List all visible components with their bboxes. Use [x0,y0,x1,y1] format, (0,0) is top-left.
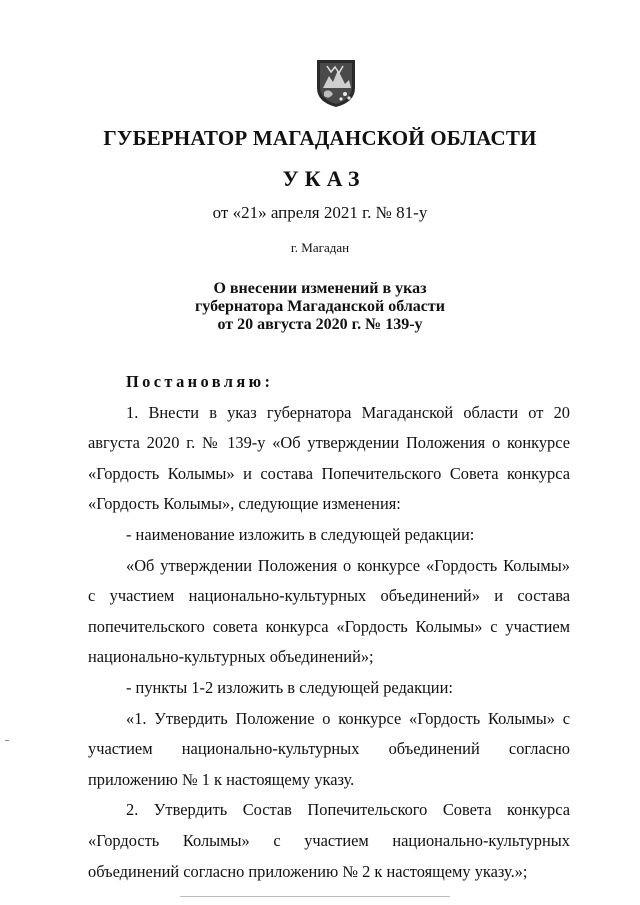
body-paragraph: «1. Утвердить Положение о конкурсе «Гордость Колымы» с участием национально-культурных объединений согласно приложению № 1 к настоящему указу. [88,708,570,789]
scan-artifact [5,740,9,741]
document-date-number: от «21» апреля 2021 г. № 81-у [212,203,428,222]
scan-artifact [180,896,450,897]
body-paragraph: - пункты 1-2 изложить в следующей редакции: [126,677,453,697]
document-body [88,367,570,887]
decree-colon: : [264,372,270,391]
subject-line: от 20 августа 2020 г. № 139-у [217,316,423,333]
decree-word: Постановляю [126,372,265,391]
document-subject [0,280,640,334]
subject-line: губернатора Магаданской области [195,298,445,315]
body-paragraph: «Об утверждении Положения о конкурсе «Гордость Колымы» с участием национально-культурных объединений» и состава попечительского совета конкурса «Гордость Колымы» с участием национально-культурных объединений»; [88,555,570,667]
organization-title: ГУБЕРНАТОР МАГАДАНСКОЙ ОБЛАСТИ [103,126,537,150]
body-paragraph: 1. Внести в указ губернатора Магаданской области от 20 августа 2020 г. № 139-у «Об утверждении Положения о конкурсе «Гордость Колымы» и состава Попечительского Совета конкурса «Гордость Колымы», следующие изменения: [88,402,570,514]
body-paragraph: - наименование изложить в следующей редакции: [126,524,475,544]
magadan-coat-of-arms-icon [315,58,357,108]
decree-heading [88,367,570,398]
body-paragraph: 2. Утвердить Состав Попечительского Совета конкурса «Гордость Колымы» с участием национально-культурных объединений согласно приложению № 2 к настоящему указу.»; [88,800,570,881]
document-type: УКАЗ [282,166,366,191]
subject-line: О внесении изменений в указ [213,280,427,297]
document-city: г. Магадан [290,240,350,255]
